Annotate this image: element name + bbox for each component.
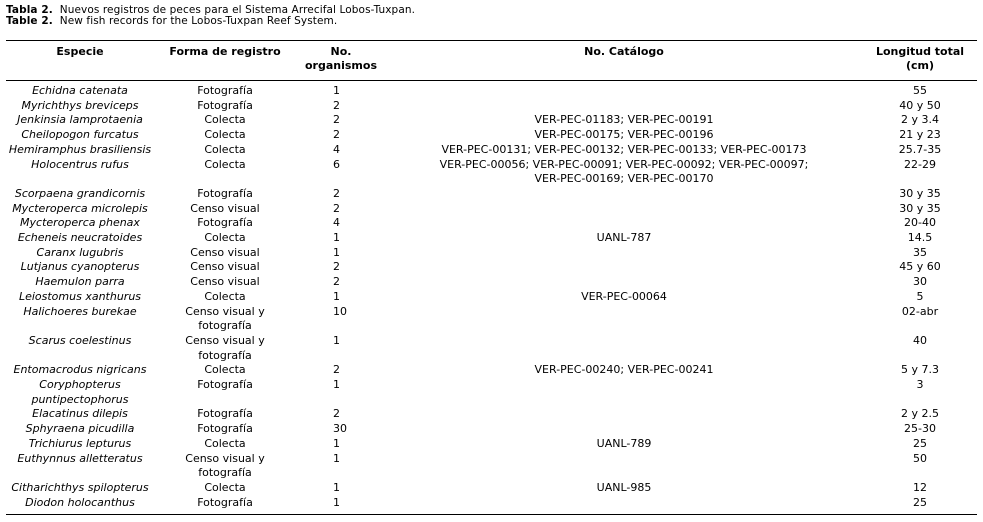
organisms-count-cell: 2 (333, 407, 340, 421)
species-cell: Jenkinsia lamprotaenia (17, 113, 143, 127)
record-method-cell: fotografía (198, 348, 252, 362)
record-method-cell: Colecta (204, 113, 246, 127)
species-cell: Mycteroperca microlepis (12, 201, 148, 215)
record-method-cell: Fotografía (197, 186, 253, 200)
organisms-count-cell: 1 (333, 378, 340, 391)
catalog-cell: VER-PEC-01183; VER-PEC-00191 (534, 113, 714, 127)
species-cell: Coryphopterus (39, 378, 121, 391)
organisms-count-cell: 2 (333, 275, 340, 289)
total-length-cell: 5 (916, 289, 924, 303)
species-cell: Citharichthys spilopterus (11, 480, 149, 494)
species-cell: Haemulon parra (35, 275, 125, 289)
species-cell: Lutjanus cyanopterus (20, 260, 140, 274)
organisms-count-cell: 2 (333, 201, 340, 215)
total-length-cell: 25 (913, 495, 927, 509)
total-length-cell: 25.7-35 (898, 142, 942, 156)
total-length-cell: 2 y 2.5 (901, 407, 939, 421)
total-length-cell: 12 (913, 480, 927, 494)
species-cell: Leiostomus xanthurus (18, 289, 142, 303)
catalog-cell: VER-PEC-00175; VER-PEC-00196 (534, 128, 714, 142)
header-longitud-total (870, 45, 970, 73)
organisms-count-cell: 1 (333, 480, 340, 494)
record-method-cell: Censo visual y (185, 304, 265, 318)
organisms-count-cell: 6 (333, 157, 340, 171)
organisms-count-cell: 4 (333, 142, 340, 156)
total-length-cell: 50 (913, 451, 927, 465)
species-cell: Halichoeres burekae (23, 304, 137, 318)
record-method-cell: Colecta (204, 128, 246, 142)
total-length-cell: 20-40 (904, 216, 936, 230)
organisms-count-cell: 2 (333, 363, 340, 377)
header-no-organismos-line2: organismos (305, 59, 377, 72)
species-cell: Cheilopogon furcatus (21, 128, 139, 142)
record-method-cell: Fotografía (197, 84, 253, 97)
organisms-count-cell: 2 (333, 128, 340, 142)
header-longitud-line2: (cm) (905, 59, 935, 72)
organisms-count-cell: 2 (333, 186, 340, 200)
header-no-organismos (296, 45, 386, 73)
organisms-count-cell: 1 (333, 289, 340, 303)
record-method-cell: Fotografía (197, 378, 253, 391)
record-method-cell: Colecta (204, 289, 246, 303)
organisms-count-cell: 1 (333, 231, 340, 244)
species-cell: Elacatinus dilepis (32, 407, 128, 421)
species-cell: Entomacrodus nigricans (13, 363, 147, 377)
species-cell: Mycteroperca phenax (20, 216, 140, 230)
header-no-catalogo: No. Catálogo (584, 45, 664, 58)
record-method-cell: Censo visual y (185, 451, 265, 465)
record-method-cell: Colecta (204, 363, 246, 377)
record-method-cell: Fotografía (197, 495, 253, 509)
record-method-cell: Colecta (204, 436, 246, 450)
table-header-rule (6, 80, 977, 81)
species-cell: Euthynnus alletteratus (17, 451, 143, 465)
total-length-cell: 14.5 (907, 231, 933, 244)
total-length-cell: 55 (913, 84, 927, 97)
header-longitud-line1: Longitud total (875, 45, 965, 58)
total-length-cell: 02-abr (901, 304, 939, 318)
organisms-count-cell: 1 (333, 84, 340, 97)
record-method-cell: Fotografía (197, 422, 253, 436)
species-cell: Echidna catenata (32, 84, 128, 97)
species-cell: Diodon holocanthus (25, 495, 135, 509)
record-method-cell: Censo visual (190, 201, 260, 215)
total-length-cell: 5 y 7.3 (901, 363, 939, 377)
species-cell: Hemiramphus brasiliensis (8, 142, 152, 156)
organisms-count-cell: 1 (333, 333, 340, 347)
organisms-count-cell: 1 (333, 245, 340, 259)
record-method-cell: Colecta (204, 480, 246, 494)
organisms-count-cell: 2 (333, 98, 340, 112)
caption-es-label: Tabla 2. (6, 4, 53, 16)
header-forma-registro: Forma de registro (169, 45, 281, 58)
species-cell: Holocentrus rufus (31, 157, 129, 171)
organisms-count-cell: 1 (333, 436, 340, 450)
caption-english (6, 16, 415, 27)
total-length-cell: 45 y 60 (899, 260, 941, 274)
table-caption (6, 5, 415, 27)
record-method-cell: Fotografía (197, 407, 253, 421)
header-especie: Especie (56, 45, 104, 58)
organisms-count-cell: 10 (333, 304, 347, 318)
organisms-count-cell: 2 (333, 260, 340, 274)
catalog-cell: UANL-787 (596, 231, 652, 244)
total-length-cell: 30 y 35 (899, 201, 941, 215)
record-method-cell: Colecta (204, 142, 246, 156)
organisms-count-cell: 1 (333, 451, 340, 465)
total-length-cell: 2 y 3.4 (901, 113, 939, 127)
species-cell: Myrichthys breviceps (21, 98, 139, 112)
record-method-cell: fotografía (198, 319, 252, 333)
catalog-cell: VER-PEC-00064 (581, 289, 667, 303)
species-cell: Sphyraena picudilla (25, 422, 135, 436)
catalog-cell: UANL-985 (596, 480, 652, 494)
total-length-cell: 21 y 23 (899, 128, 941, 142)
total-length-cell: 25-30 (904, 422, 936, 436)
organisms-count-cell: 4 (333, 216, 340, 230)
record-method-cell: Colecta (204, 157, 246, 171)
table-bottom-rule (6, 514, 977, 515)
catalog-cell: VER-PEC-00131; VER-PEC-00132; VER-PEC-00133; VER-PEC-00173 (441, 142, 807, 156)
caption-es-text: Nuevos registros de peces para el Sistema Arrecifal Lobos-Tuxpan. (59, 4, 416, 16)
organisms-count-cell: 30 (333, 422, 347, 436)
species-cell: Echeneis neucratoides (17, 231, 143, 244)
total-length-cell: 25 (913, 436, 927, 450)
catalog-cell: UANL-789 (596, 436, 652, 450)
record-method-cell: Censo visual (190, 245, 260, 259)
record-method-cell: Censo visual (190, 260, 260, 274)
record-method-cell: Colecta (204, 231, 246, 244)
total-length-cell: 40 y 50 (899, 98, 941, 112)
total-length-cell: 3 (916, 378, 924, 391)
total-length-cell: 30 (913, 275, 927, 289)
species-cell: puntipectophorus (31, 392, 129, 406)
record-method-cell: fotografía (198, 466, 252, 480)
table-top-rule (6, 40, 977, 41)
catalog-cell: VER-PEC-00169; VER-PEC-00170 (534, 172, 714, 186)
caption-en-label: Table 2. (6, 15, 53, 27)
header-no-organismos-line1: No. (330, 45, 352, 58)
record-method-cell: Censo visual y (185, 333, 265, 347)
species-cell: Trichiurus lepturus (28, 436, 132, 450)
total-length-cell: 40 (913, 333, 927, 347)
record-method-cell: Censo visual (190, 275, 260, 289)
organisms-count-cell: 1 (333, 495, 340, 509)
catalog-cell: VER-PEC-00056; VER-PEC-00091; VER-PEC-00092; VER-PEC-00097; (439, 157, 809, 171)
catalog-cell: VER-PEC-00240; VER-PEC-00241 (534, 363, 714, 377)
caption-en-text: New fish records for the Lobos-Tuxpan Reef System. (59, 15, 338, 27)
species-cell: Scarus coelestinus (28, 333, 132, 347)
species-cell: Caranx lugubris (36, 245, 124, 259)
total-length-cell: 35 (913, 245, 927, 259)
species-cell: Scorpaena grandicornis (14, 186, 146, 200)
organisms-count-cell: 2 (333, 113, 340, 127)
total-length-cell: 30 y 35 (899, 186, 941, 200)
record-method-cell: Fotografía (197, 98, 253, 112)
record-method-cell: Fotografía (197, 216, 253, 230)
total-length-cell: 22-29 (904, 157, 936, 171)
